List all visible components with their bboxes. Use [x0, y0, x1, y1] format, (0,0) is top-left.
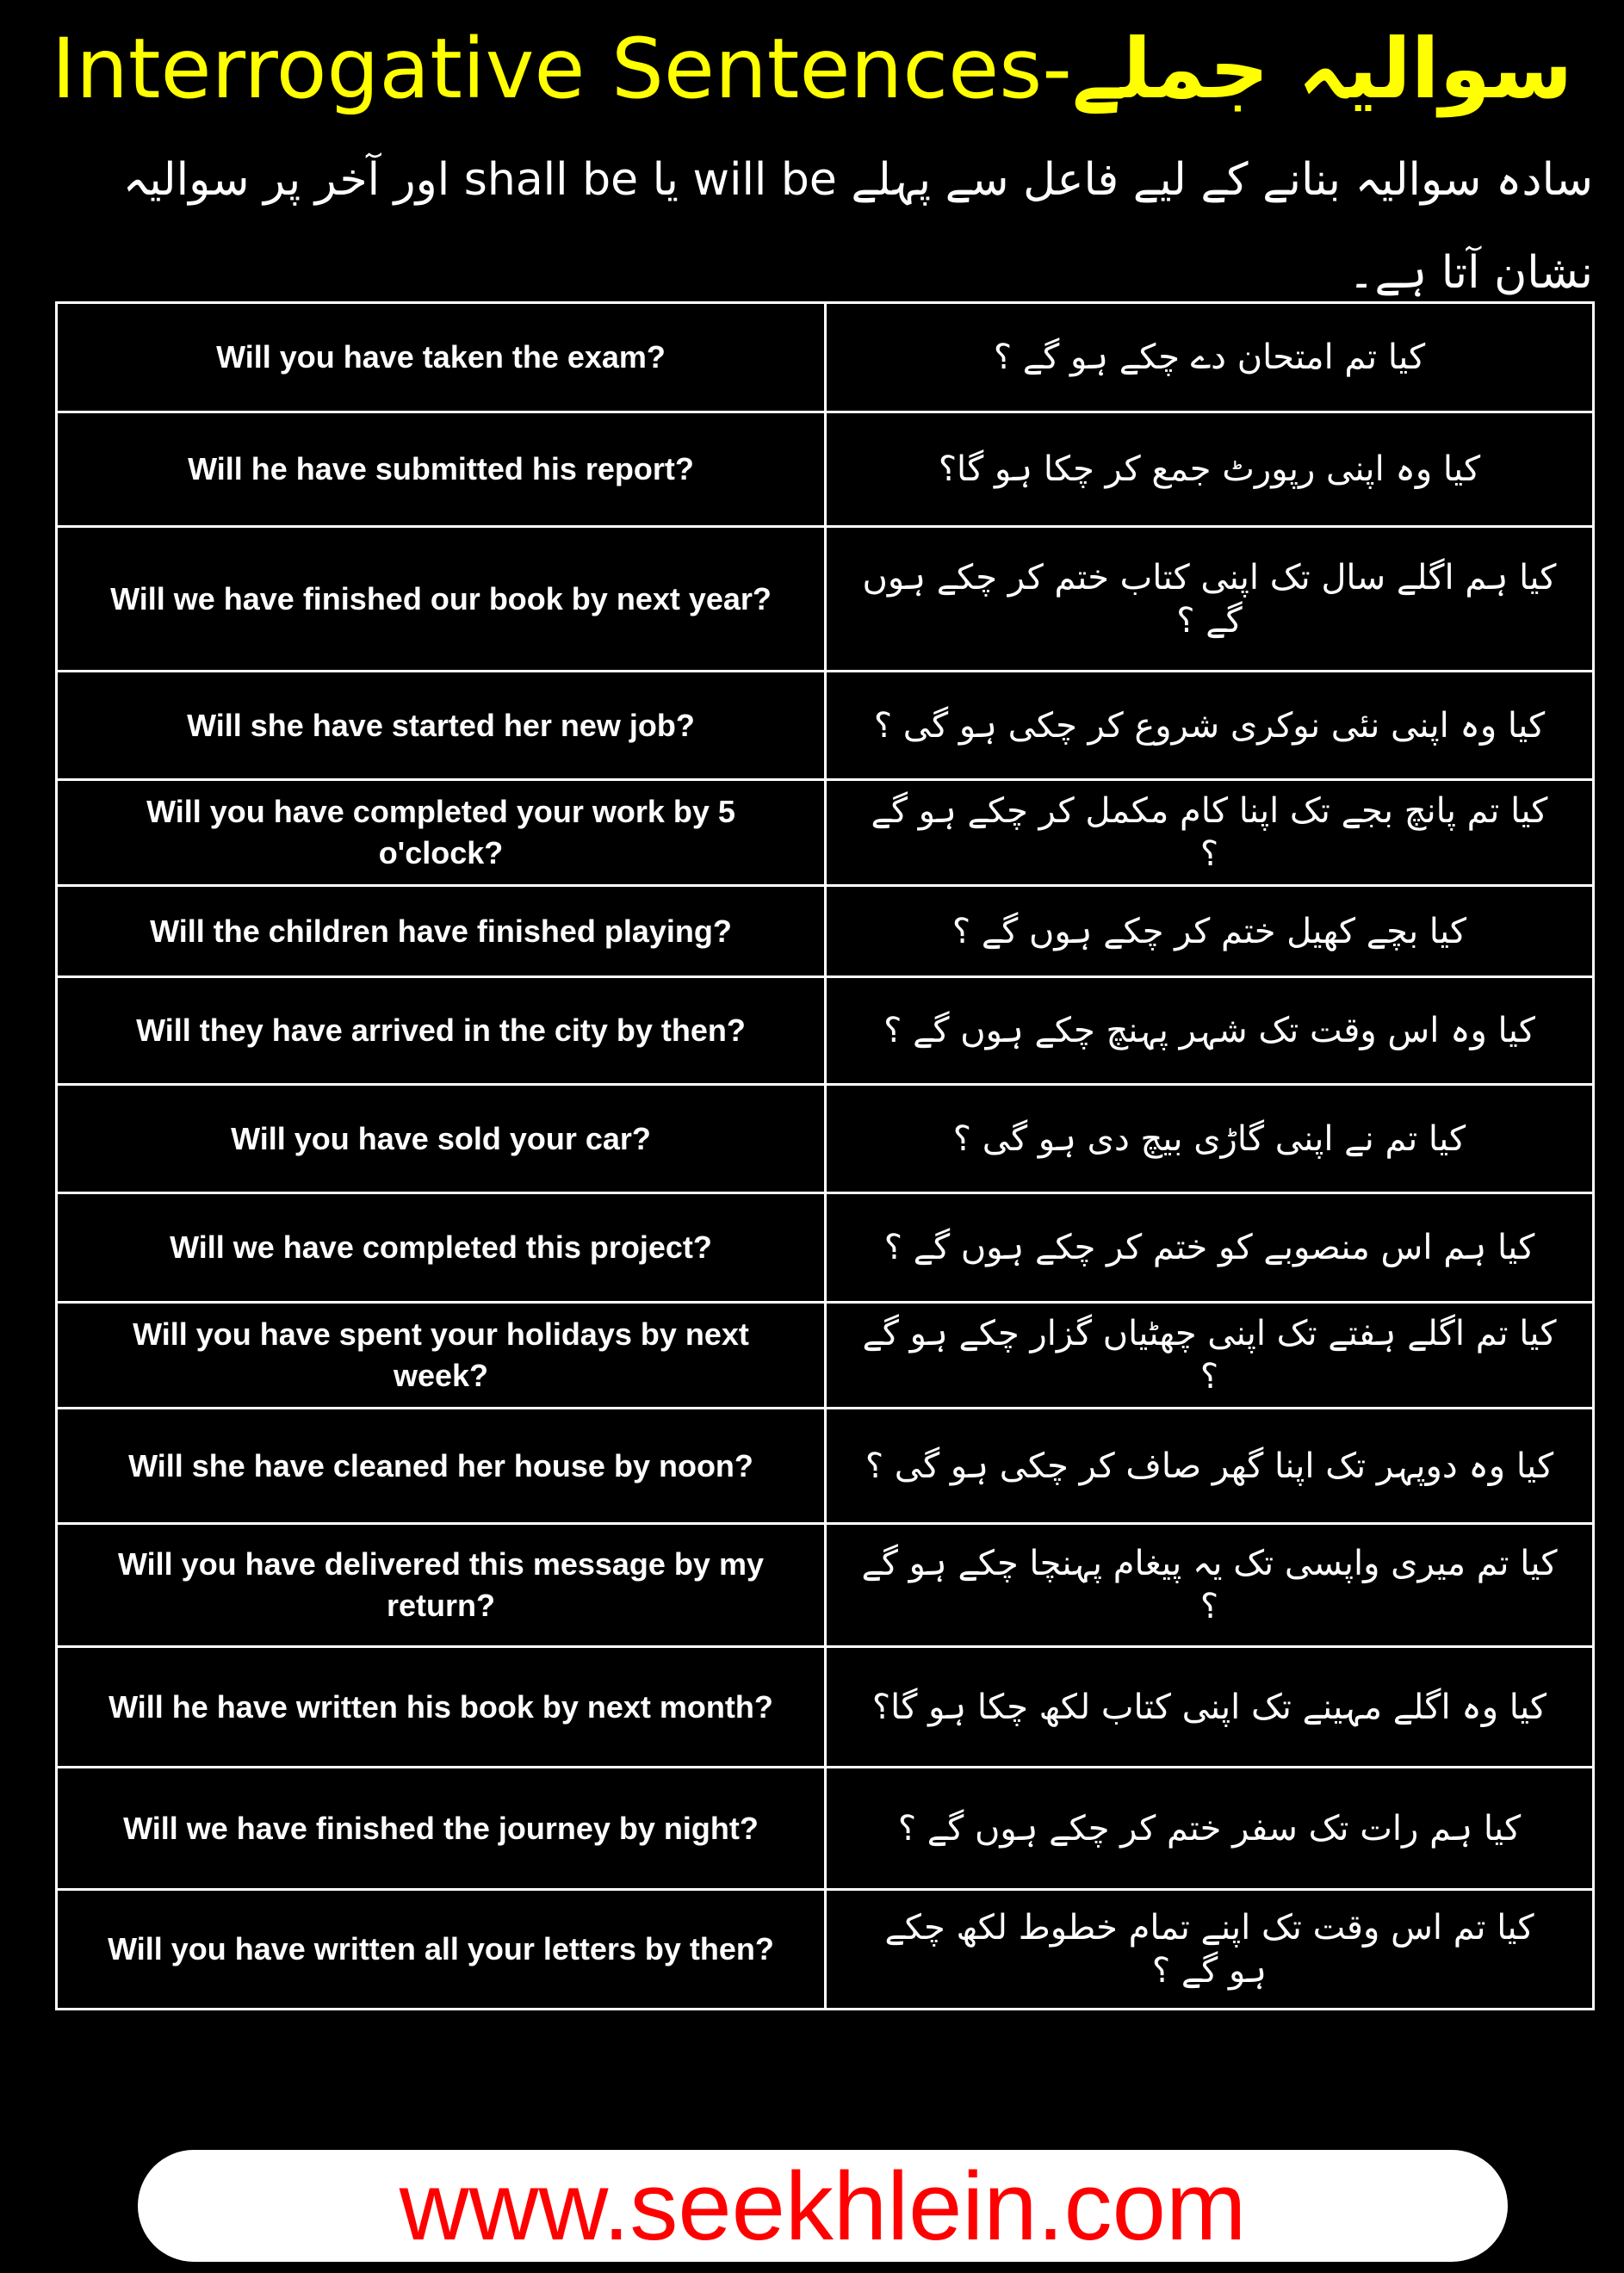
table-row — [57, 1085, 1594, 1193]
urdu-translation: کیا تم میری واپسی تک یہ پیغام پہنچا چکے ہو گے ؟ — [826, 1524, 1594, 1647]
table-row — [57, 527, 1594, 672]
title-urdu: سوالیہ جملے — [1071, 21, 1573, 117]
table-row — [57, 1524, 1594, 1647]
english-sentence: Will she have cleaned her house by noon? — [57, 1409, 826, 1524]
urdu-translation: کیا تم پانچ بجے تک اپنا کام مکمل کر چکے ہو گے ؟ — [826, 780, 1594, 886]
urdu-translation: کیا تم اگلے ہفتے تک اپنی چھٹیاں گزار چکے ہو گے ؟ — [826, 1303, 1594, 1409]
english-sentence: Will you have spent your holidays by next week? — [57, 1303, 826, 1409]
english-sentence: Will you have sold your car? — [57, 1085, 826, 1193]
website-banner[interactable] — [138, 2150, 1508, 2262]
website-url[interactable]: www.seekhlein.com — [399, 2152, 1247, 2260]
table-row — [57, 1409, 1594, 1524]
english-sentence: Will they have arrived in the city by then? — [57, 977, 826, 1085]
table-row — [57, 303, 1594, 412]
table-row — [57, 412, 1594, 527]
urdu-translation: کیا ہم اس منصوبے کو ختم کر چکے ہوں گے ؟ — [826, 1193, 1594, 1303]
english-sentence: Will you have taken the exam? — [57, 303, 826, 412]
table-row — [57, 886, 1594, 977]
table-row — [57, 1647, 1594, 1768]
table-row — [57, 1193, 1594, 1303]
table-row — [57, 1303, 1594, 1409]
urdu-translation: کیا وہ اگلے مہینے تک اپنی کتاب لکھ چکا ہو گا؟ — [826, 1647, 1594, 1768]
urdu-translation: کیا وہ اس وقت تک شہر پہنچ چکے ہوں گے ؟ — [826, 977, 1594, 1085]
urdu-translation: کیا بچے کھیل ختم کر چکے ہوں گے ؟ — [826, 886, 1594, 977]
urdu-translation: کیا وہ اپنی نئی نوکری شروع کر چکی ہو گی ؟ — [826, 672, 1594, 780]
urdu-translation: کیا تم نے اپنی گاڑی بیچ دی ہو گی ؟ — [826, 1085, 1594, 1193]
english-sentence: Will you have completed your work by 5 o'clock? — [57, 780, 826, 886]
table-row — [57, 1768, 1594, 1890]
table-row — [57, 977, 1594, 1085]
english-sentence: Will we have finished the journey by night? — [57, 1768, 826, 1890]
table-row — [57, 780, 1594, 886]
urdu-translation: کیا وہ دوپہر تک اپنا گھر صاف کر چکی ہو گی ؟ — [826, 1409, 1594, 1524]
title-english: Interrogative Sentences- — [51, 21, 1072, 117]
english-sentence: Will we have completed this project? — [57, 1193, 826, 1303]
urdu-translation: کیا وہ اپنی رپورٹ جمع کر چکا ہو گا؟ — [826, 412, 1594, 527]
rule-text: سادہ سوالیہ بنانے کے لیے فاعل سے پہلے will be یا shall be اور آخر پر سوالیہ نشان آتا ہے۔ — [122, 154, 1593, 299]
english-sentence: Will you have written all your letters by then? — [57, 1890, 826, 2010]
english-sentence: Will he have written his book by next month? — [57, 1647, 826, 1768]
urdu-translation: کیا ہم اگلے سال تک اپنی کتاب ختم کر چکے ہوں گے ؟ — [826, 527, 1594, 672]
english-sentence: Will she have started her new job? — [57, 672, 826, 780]
english-sentence: Will you have delivered this message by my return? — [57, 1524, 826, 1647]
english-sentence: Will the children have finished playing? — [57, 886, 826, 977]
english-sentence: Will he have submitted his report? — [57, 412, 826, 527]
english-sentence: Will we have finished our book by next year? — [57, 527, 826, 672]
sentences-table — [55, 301, 1595, 2010]
table-row — [57, 672, 1594, 780]
table-row — [57, 1890, 1594, 2010]
urdu-translation: کیا تم امتحان دے چکے ہو گے ؟ — [826, 303, 1594, 412]
urdu-translation: کیا تم اس وقت تک اپنے تمام خطوط لکھ چکے ہو گے ؟ — [826, 1890, 1594, 2010]
urdu-translation: کیا ہم رات تک سفر ختم کر چکے ہوں گے ؟ — [826, 1768, 1594, 1890]
page-title — [0, 17, 1624, 121]
